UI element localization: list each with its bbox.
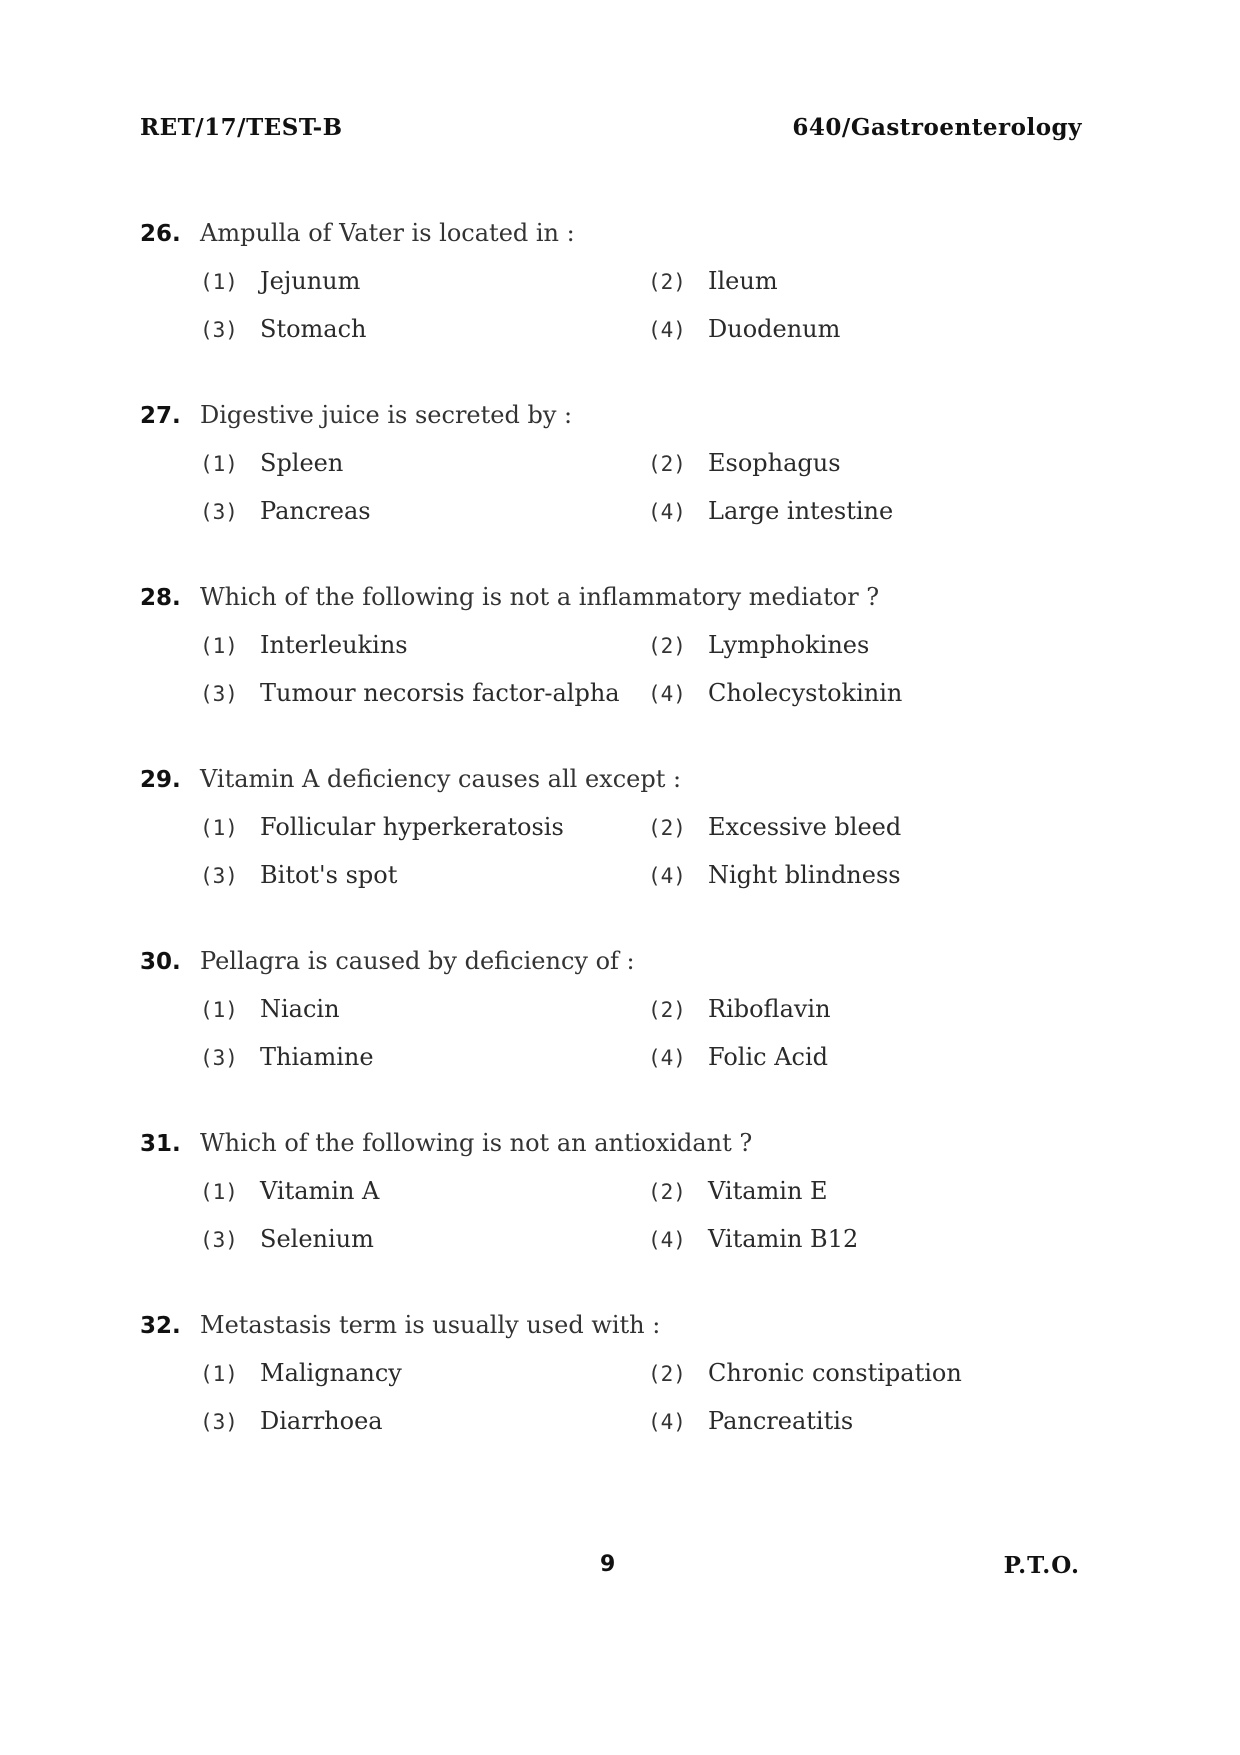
option-number: (4) bbox=[648, 1046, 686, 1070]
option-text: Riboflavin bbox=[708, 995, 831, 1023]
option-number: (4) bbox=[648, 1410, 686, 1434]
option-text: Bitot's spot bbox=[260, 861, 398, 889]
question-item bbox=[140, 1310, 1100, 1492]
option-item bbox=[648, 860, 901, 891]
option-item bbox=[200, 266, 360, 297]
option-number: (1) bbox=[200, 816, 238, 840]
question-number: 32. bbox=[140, 1313, 181, 1339]
option-item bbox=[648, 448, 841, 479]
option-text: Vitamin B12 bbox=[708, 1225, 859, 1253]
option-item bbox=[200, 314, 367, 345]
question-number: 27. bbox=[140, 403, 181, 429]
option-number: (2) bbox=[648, 452, 686, 476]
option-text: Malignancy bbox=[260, 1359, 402, 1387]
question-text: Vitamin A deficiency causes all except : bbox=[200, 765, 682, 793]
option-number: (2) bbox=[648, 1180, 686, 1204]
option-item bbox=[648, 314, 840, 345]
option-number: (1) bbox=[200, 1362, 238, 1386]
question-item bbox=[140, 218, 1100, 400]
option-item bbox=[200, 1176, 379, 1207]
page-header bbox=[140, 114, 1082, 150]
option-item bbox=[648, 266, 778, 297]
option-number: (2) bbox=[648, 816, 686, 840]
question-text: Ampulla of Vater is located in : bbox=[200, 219, 575, 247]
option-number: (4) bbox=[648, 1228, 686, 1252]
option-item bbox=[648, 496, 893, 527]
option-text: Lymphokines bbox=[708, 631, 870, 659]
option-item bbox=[200, 678, 620, 709]
question-text: Digestive juice is secreted by : bbox=[200, 401, 573, 429]
option-number: (3) bbox=[200, 500, 238, 524]
option-number: (4) bbox=[648, 682, 686, 706]
question-number: 29. bbox=[140, 767, 181, 793]
option-text: Jejunum bbox=[260, 267, 361, 295]
option-text: Cholecystokinin bbox=[708, 679, 903, 707]
question-item bbox=[140, 582, 1100, 764]
option-item bbox=[648, 1042, 828, 1073]
question-number: 30. bbox=[140, 949, 181, 975]
option-text: Niacin bbox=[260, 995, 340, 1023]
option-number: (2) bbox=[648, 998, 686, 1022]
question-item bbox=[140, 400, 1100, 582]
option-number: (3) bbox=[200, 1228, 238, 1252]
option-number: (4) bbox=[648, 500, 686, 524]
question-number: 28. bbox=[140, 585, 181, 611]
option-item bbox=[200, 1406, 383, 1437]
option-item bbox=[648, 1176, 828, 1207]
option-text: Night blindness bbox=[708, 861, 901, 889]
question-text: Which of the following is not an antioxidant ? bbox=[200, 1129, 753, 1157]
question-list bbox=[140, 218, 1100, 1492]
option-item bbox=[648, 1358, 962, 1389]
option-number: (1) bbox=[200, 1180, 238, 1204]
option-text: Vitamin E bbox=[708, 1177, 828, 1205]
option-text: Chronic constipation bbox=[708, 1359, 962, 1387]
question-text: Metastasis term is usually used with : bbox=[200, 1311, 661, 1339]
option-number: (2) bbox=[648, 270, 686, 294]
option-number: (2) bbox=[648, 634, 686, 658]
option-number: (3) bbox=[200, 318, 238, 342]
option-item bbox=[200, 1224, 374, 1255]
option-text: Stomach bbox=[260, 315, 367, 343]
question-item bbox=[140, 946, 1100, 1128]
option-item bbox=[200, 860, 397, 891]
option-number: (1) bbox=[200, 270, 238, 294]
option-text: Diarrhoea bbox=[260, 1407, 383, 1435]
option-text: Excessive bleed bbox=[708, 813, 902, 841]
option-item bbox=[200, 812, 564, 843]
question-item bbox=[140, 1128, 1100, 1310]
option-number: (4) bbox=[648, 318, 686, 342]
question-text: Which of the following is not a inflammatory mediator ? bbox=[200, 583, 880, 611]
option-number: (1) bbox=[200, 452, 238, 476]
subject-code: 640/Gastroenterology bbox=[792, 114, 1082, 141]
option-item bbox=[648, 678, 902, 709]
option-item bbox=[648, 812, 901, 843]
option-number: (2) bbox=[648, 1362, 686, 1386]
question-number: 31. bbox=[140, 1131, 181, 1157]
option-text: Tumour necorsis factor-alpha bbox=[260, 679, 620, 707]
option-item bbox=[200, 994, 340, 1025]
option-text: Vitamin A bbox=[260, 1177, 380, 1205]
option-item bbox=[648, 1406, 853, 1437]
option-number: (3) bbox=[200, 864, 238, 888]
option-item bbox=[200, 1358, 402, 1389]
option-text: Selenium bbox=[260, 1225, 374, 1253]
option-number: (1) bbox=[200, 634, 238, 658]
question-text: Pellagra is caused by deficiency of : bbox=[200, 947, 635, 975]
option-text: Pancreas bbox=[260, 497, 371, 525]
option-item bbox=[648, 1224, 858, 1255]
option-text: Pancreatitis bbox=[708, 1407, 854, 1435]
please-turn-over-label: P.T.O. bbox=[1003, 1552, 1080, 1579]
option-text: Duodenum bbox=[708, 315, 841, 343]
option-item bbox=[200, 448, 343, 479]
option-number: (1) bbox=[200, 998, 238, 1022]
option-text: Ileum bbox=[708, 267, 778, 295]
option-number: (3) bbox=[200, 1410, 238, 1434]
option-item bbox=[200, 1042, 374, 1073]
option-text: Follicular hyperkeratosis bbox=[260, 813, 564, 841]
option-text: Spleen bbox=[260, 449, 344, 477]
option-item bbox=[648, 630, 869, 661]
option-item bbox=[200, 630, 408, 661]
exam-code: RET/17/TEST-B bbox=[140, 114, 343, 141]
page-number: 9 bbox=[600, 1552, 616, 1577]
question-number: 26. bbox=[140, 221, 181, 247]
option-number: (3) bbox=[200, 1046, 238, 1070]
option-text: Esophagus bbox=[708, 449, 841, 477]
option-text: Interleukins bbox=[260, 631, 408, 659]
option-item bbox=[648, 994, 831, 1025]
option-text: Large intestine bbox=[708, 497, 894, 525]
option-number: (3) bbox=[200, 682, 238, 706]
option-text: Thiamine bbox=[260, 1043, 374, 1071]
option-text: Folic Acid bbox=[708, 1043, 829, 1071]
option-number: (4) bbox=[648, 864, 686, 888]
option-item bbox=[200, 496, 371, 527]
question-item bbox=[140, 764, 1100, 946]
